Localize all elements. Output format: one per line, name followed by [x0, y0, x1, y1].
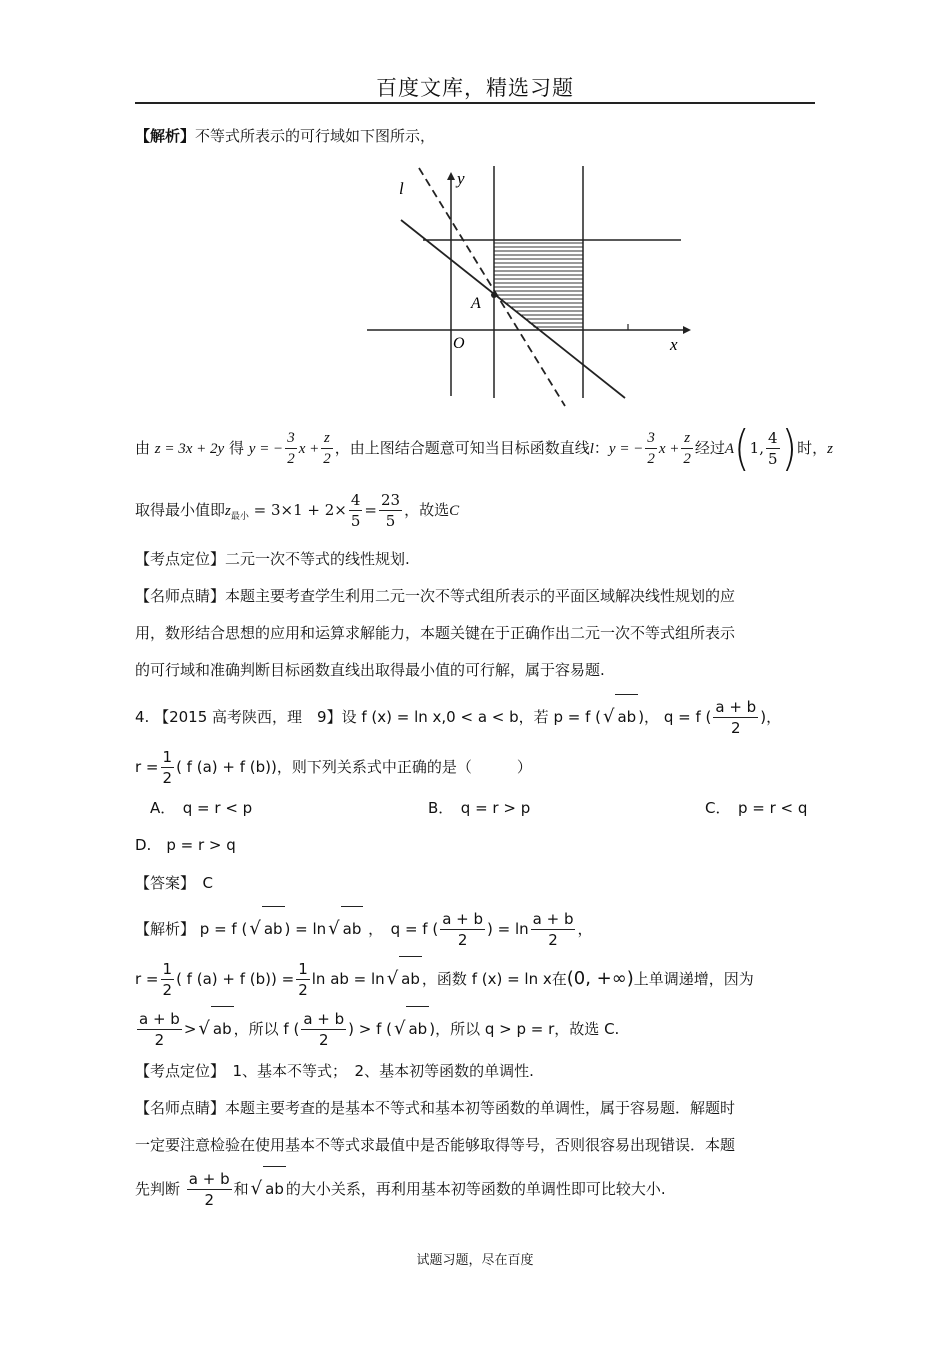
kaodian-3: 【考点定位】二元一次不等式的线性规划.	[135, 550, 410, 568]
formula-line-2	[135, 490, 459, 537]
shaded-feasible-region	[494, 240, 583, 330]
fraction	[285, 428, 297, 469]
fraction	[766, 428, 780, 469]
denominator: 5	[385, 512, 396, 530]
sqrt-icon: √	[328, 918, 340, 939]
denominator: 2	[318, 1031, 329, 1049]
interval: (0, +∞)	[566, 968, 634, 989]
numerator: 3	[645, 428, 657, 449]
sqrt-icon: √	[198, 1018, 210, 1039]
denominator: 2	[683, 451, 691, 467]
fraction	[681, 428, 693, 469]
denominator: 5	[350, 512, 361, 530]
denominator: 2	[287, 451, 295, 467]
p-mid: ) = ln	[284, 920, 327, 938]
coordinate: 1,	[749, 439, 764, 457]
p-def: p = f (	[553, 708, 601, 726]
text: 由	[135, 439, 151, 457]
paren-close: )	[781, 420, 798, 477]
text: )	[638, 708, 645, 726]
dianjing-4-line-2: 一定要注意检验在使用基本不等式求最值中是否能够取得等号，否则很容易出现错误．本题	[135, 1136, 736, 1154]
equation: =	[364, 501, 377, 519]
numerator: 1	[298, 960, 308, 978]
feasible-region-graph	[365, 158, 695, 408]
text: 的大小关系，再利用基本初等函数的单调性即可比较大小.	[285, 1180, 666, 1198]
jiexi-line-2	[135, 956, 754, 1001]
answer-choice: C.	[604, 1020, 620, 1038]
r-def: r =	[135, 758, 159, 776]
text: ，函数	[421, 970, 467, 988]
point-a	[491, 292, 497, 298]
r-body: ( f (a) + f (b))	[176, 758, 277, 776]
sqrt-icon: √	[250, 1178, 263, 1199]
p-expr: p = f (	[199, 920, 248, 938]
text: )	[429, 1020, 436, 1038]
text: ，所以	[435, 1020, 481, 1038]
equation: x +	[298, 441, 320, 457]
option-d: D. p = r > q	[135, 836, 236, 854]
sqrt-body: ab	[615, 694, 638, 739]
fraction	[296, 959, 310, 1000]
denominator: 2	[162, 769, 173, 787]
text: >	[183, 1020, 197, 1038]
text: ，	[766, 708, 782, 726]
fraction	[161, 959, 175, 1000]
numerator: a + b	[139, 1010, 180, 1028]
label-o: O	[453, 335, 465, 352]
dianjing-3-line-2: 用，数形结合思想的应用和运算求解能力，本题关键在于正确作出二元一次不等式组所表示	[135, 624, 736, 642]
page-title: 百度文库，精选习题	[376, 76, 574, 100]
denominator: 2	[731, 719, 741, 737]
dianjing-4-line-3	[135, 1166, 666, 1211]
answer-choice: C	[449, 503, 460, 519]
numerator: a + b	[303, 1010, 345, 1028]
label-a: A	[471, 295, 481, 312]
numerator: a + b	[188, 1170, 230, 1188]
q-def: q = f (	[663, 708, 712, 726]
numerator: 1	[162, 748, 173, 766]
function-expr: f (x) = ln x	[471, 970, 552, 988]
sqrt-icon: √	[394, 1018, 406, 1039]
sqrt-body: ab	[262, 906, 285, 951]
jiexi-label: 【解析】	[135, 920, 196, 938]
fraction	[301, 1009, 346, 1050]
sqrt-icon: √	[602, 706, 615, 727]
relation: q > p = r	[484, 1020, 555, 1038]
r-expr: r =	[135, 970, 159, 988]
fraction	[531, 909, 576, 950]
denominator: 2	[298, 981, 308, 999]
denominator: 2	[162, 981, 173, 999]
solution-intro-text: 不等式所表示的可行域如下图所示，	[195, 127, 436, 145]
numerator: 4	[767, 429, 778, 447]
equation: y = −	[608, 441, 644, 457]
label-y: y	[457, 169, 465, 188]
f-expr: f (	[283, 1020, 300, 1038]
fraction	[440, 909, 485, 950]
function-def: f (x) = ln x,0 < a < b	[361, 708, 519, 726]
text: 经过	[694, 439, 725, 457]
denominator: 2	[154, 1031, 165, 1049]
question-tail: ，则下列关系式中正确的是（ ）	[276, 758, 532, 776]
solution-label: 【解析】	[135, 127, 196, 145]
text: 上单调递增，因为	[633, 970, 754, 988]
subscript: 最小	[230, 512, 249, 522]
equation: y = −	[248, 441, 284, 457]
sqrt-body: ab	[341, 906, 364, 951]
text: 在	[551, 970, 567, 988]
text: ，所以	[233, 1020, 279, 1038]
dianjing-3-line-1: 【名师点睛】本题主要考查学生利用二元一次不等式组所表示的平面区域解决线性规划的应	[135, 587, 736, 605]
denominator: 5	[767, 450, 778, 468]
equation: = 3×1 + 2×	[253, 501, 347, 519]
solution-intro	[135, 125, 435, 147]
paren-open: (	[734, 420, 750, 477]
dianjing-4-line-1: 【名师点睛】本题主要考查的是基本不等式和基本初等函数的单调性，属于容易题．解题时	[135, 1099, 736, 1117]
formula-line-1	[135, 420, 833, 477]
question-4-line-2	[135, 745, 532, 789]
option-b: B． q = r > p	[428, 799, 531, 817]
question-4	[135, 694, 781, 739]
q-mid: ) = ln	[487, 920, 529, 938]
kaodian-4: 【考点定位】 1、基本不等式； 2、基本初等函数的单调性.	[135, 1062, 534, 1080]
sqrt-body: ab	[263, 1166, 286, 1211]
header-divider	[135, 102, 815, 104]
answer: 【答案】 C	[135, 874, 213, 892]
denominator: 2	[204, 1191, 214, 1209]
q-expr: ， q = f (	[368, 920, 439, 938]
point-name: A	[724, 441, 735, 457]
numerator: z	[321, 428, 333, 449]
sqrt-body: ab	[211, 1006, 234, 1051]
sqrt-icon: √	[386, 968, 399, 989]
ln-expr: ln ab = ln	[311, 970, 385, 988]
option-a: A． q = r < p	[150, 799, 253, 817]
numerator: 1	[162, 960, 173, 978]
r-body: ( f (a) + f (b)) =	[176, 970, 295, 988]
sqrt-body: ab	[399, 956, 422, 1001]
fraction	[137, 1009, 182, 1050]
text: ，	[644, 708, 660, 726]
numerator: 3	[285, 428, 297, 449]
dianjing-3-line-3: 的可行域和准确判断目标函数直线出取得最小值的可行解，属于容易题.	[135, 661, 605, 679]
text: 取得最小值即	[135, 501, 226, 519]
jiexi-line-1	[135, 906, 593, 951]
denominator: 2	[548, 931, 558, 949]
fraction	[161, 747, 175, 788]
denominator: 2	[323, 451, 331, 467]
text: )	[760, 708, 767, 726]
label-x: x	[670, 335, 678, 354]
numerator: a + b	[532, 910, 574, 928]
x-axis-arrow	[683, 326, 691, 334]
equation: x +	[658, 441, 680, 457]
numerator: a + b	[442, 910, 484, 928]
text: ，由上图结合题意可知当目标函数直线	[334, 439, 590, 457]
symbol: z	[827, 441, 833, 457]
label-l: l	[399, 179, 404, 198]
text: ，故选	[554, 1020, 600, 1038]
text: 得	[228, 439, 244, 457]
numerator: a + b	[715, 698, 757, 716]
denominator: 2	[457, 931, 468, 949]
numerator: 4	[350, 491, 361, 509]
question-head: 4. 【2015 高考陕西，理 9】设	[135, 708, 357, 726]
option-c: C． p = r < q	[705, 799, 808, 817]
fraction	[379, 490, 402, 531]
fraction	[321, 428, 333, 469]
numerator: 23	[381, 491, 401, 509]
page-footer: 试题习题，尽在百度	[416, 1253, 534, 1268]
equation: z = 3x + 2y	[154, 441, 225, 457]
fraction	[713, 697, 758, 738]
text: ，若	[518, 708, 549, 726]
symbol: l	[589, 441, 594, 457]
text: ：	[593, 439, 609, 457]
text: ，	[577, 920, 593, 938]
f-mid: ) > f (	[348, 1020, 392, 1038]
fraction	[187, 1169, 232, 1210]
symbol: z	[225, 503, 231, 519]
fraction	[349, 490, 363, 531]
numerator: z	[681, 428, 693, 449]
jiexi-line-3	[135, 1006, 619, 1051]
text: 先判断	[135, 1180, 181, 1198]
text: 和	[233, 1180, 249, 1198]
y-axis-arrow	[447, 172, 455, 180]
sqrt-body: ab	[406, 1006, 429, 1051]
fraction	[645, 428, 657, 469]
text: ，故选	[404, 501, 450, 519]
sqrt-icon: √	[249, 918, 261, 939]
text: 时，	[797, 439, 828, 457]
denominator: 2	[647, 451, 655, 467]
